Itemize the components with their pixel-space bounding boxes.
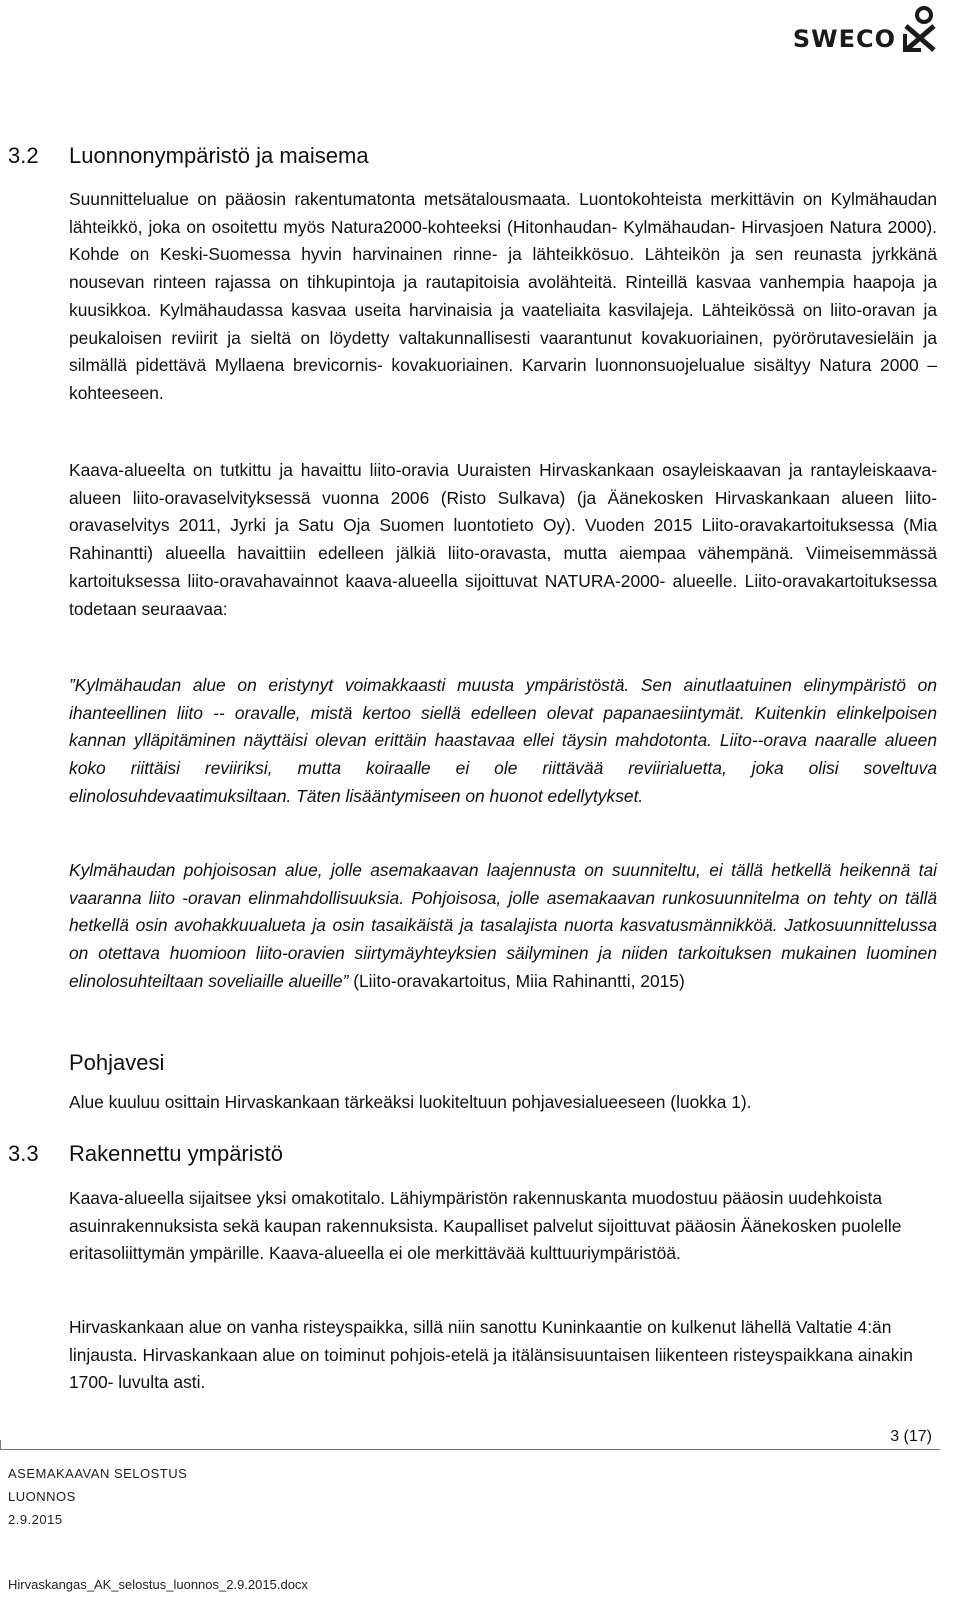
page-number: 3 (17) [890,1428,932,1445]
quote-source: (Liito-oravakartoitus, Miia Rahinantti, 2015) [348,970,685,991]
footer-divider [0,1449,940,1450]
paragraph: Suunnittelualue on pääosin rakentumatonta metsätalousmaata. Luontokohteista merkittävin on Kylmähaudan lähteikkö, joka on osoitettu myös Natura2000-kohteeksi (Hitonhaudan- Kylmähaudan- Hirvasjoen Natura 2000). Kohde on Keski-Suomessa hyvin harvinainen rinne- ja lähteikkösuo. Lähteikön ja sen reunasta jyrkkänä nousevan rinteen rajassa on tihkupintoja ja rautapitoisia avolähteitä. Rinteillä kasvaa vanhempia haapoja ja kuusikkoa. Kylmähaudassa kasvaa useita harvinaisia ja vaateliaita kasvilajeja. Lähteikössä on liito-oravan ja peukaloisen reviirit ja sieltä on löydetty valtakunnallisesti vaarantunut kovakuoriainen, pyörörutavesieläin ja silmällä pidettävä Myllaena brevicornis- kovakuoriainen. Karvarin luonnonsuojelualue sisältyy Natura 2000 – kohteeseen. [69,189,937,403]
section-title: Rakennettu ympäristö [69,1141,283,1166]
paragraph: Kaava-alueella sijaitsee yksi omakotitalo. Lähiympäristön rakennuskanta muodostuu pääosin uudehkoista asuinrakennuksista sekä kaupan rakennuksista. Kaupalliset palvelut sijoittuvat pääosin Äänekosken puolelle eritasoliittymän ympärille. Kaava-alueella ei ole merkittävää kulttuuriympäristöä. [69,1188,902,1264]
quote-paragraph [69,857,937,996]
footer-date: 2.9.2015 [8,1512,63,1527]
section-heading-3-3 [8,1141,283,1167]
sweco-mark-icon [902,6,938,54]
footer-stage: LUONNOS [8,1489,76,1504]
section-heading-3-2 [8,143,369,169]
logo-text: SWECO [792,25,896,53]
section-title: Luonnonympäristö ja maisema [69,143,369,168]
section-number: 3.2 [8,143,39,168]
footer-doc-type: ASEMAKAAVAN SELOSTUS [8,1466,188,1481]
subheading-pohjavesi: Pohjavesi [69,1050,165,1075]
paragraph: Kaava-alueelta on tutkittu ja havaittu liito-oravia Uuraisten Hirvaskankaan osayleiskaavan ja rantayleiskaava-alueen liito-oravaselvityksessä vuonna 2006 (Risto Sulkava) (ja Äänekosken Hirvaskankaan alueen liito-oravaselvitys 2011, Jyrki ja Satu Oja Suomen luontotieto Oy). Vuoden 2015 Liito-oravakartoituksessa (Mia Rahinantti) alueella havaittiin edelleen jälkiä liito-oravasta, mutta aiempaa vähempänä. Viimeisemmässä kartoituksessa liito-oravahavainnot kaava-alueella sijoittuvat NATURA-2000- alueelle. Liito-oravakartoituksessa todetaan seuraavaa: [69,460,937,619]
footer-filename: Hirvaskangas_AK_selostus_luonnos_2.9.2015.docx [8,1577,308,1592]
sweco-logo [793,6,938,54]
quote-text: Kylmähaudan pohjoisosan alue, jolle asemakaavan laajennusta on suunniteltu, ei tällä hetkellä heikennä tai vaaranna liito -oravan elinmahdollisuuksia. Pohjoisosa, jolle asemakaavan runkosuunnitelma on tehty on tällä hetkellä osin avohakkuualueta ja osin tasaikäistä ja tasalajista nuorta kasvatusmännikköä. Jatkosuunnittelussa on otettava huomioon liito-oravien siirtymäyhteyksien säilyminen ja niiden tarkoituksen mukainen luominen elinolosuhteiltaan soveliaille alueille” [69,860,937,991]
paragraph: Alue kuuluu osittain Hirvaskankaan tärkeäksi luokiteltuun pohjavesialueeseen (luokka 1). [69,1092,752,1112]
quote-paragraph: ”Kylmähaudan alue on eristynyt voimakkaasti muusta ympäristöstä. Sen ainutlaatuinen elinympäristö on ihanteellinen liito -- oravalle, mistä kertoo siellä edelleen olevat papanaesiintymät. Kuitenkin elinkelpoisen kannan ylläpitäminen näyttäisi olevan erittäin haastavaa ellei täysin mahdotonta. Liito--orava naaralle alueen koko riittäisi reviiriksi, mutta koiraalle ei ole riittävää reviirialuetta, joka olisi soveltuva elinolosuhdevaatimuksiltaan. Täten lisääntymiseen on huonot edellytykset. [69,675,937,806]
paragraph: Hirvaskankaan alue on vanha risteyspaikka, sillä niin sanottu Kuninkaantie on kulkenut lähellä Valtatie 4:än linjausta. Hirvaskankaan alue on toiminut pohjois-etelä ja itälänsisuuntaisen liikenteen risteyspaikkana ainakin 1700- luvulta asti. [69,1317,913,1393]
section-number: 3.3 [8,1141,39,1166]
